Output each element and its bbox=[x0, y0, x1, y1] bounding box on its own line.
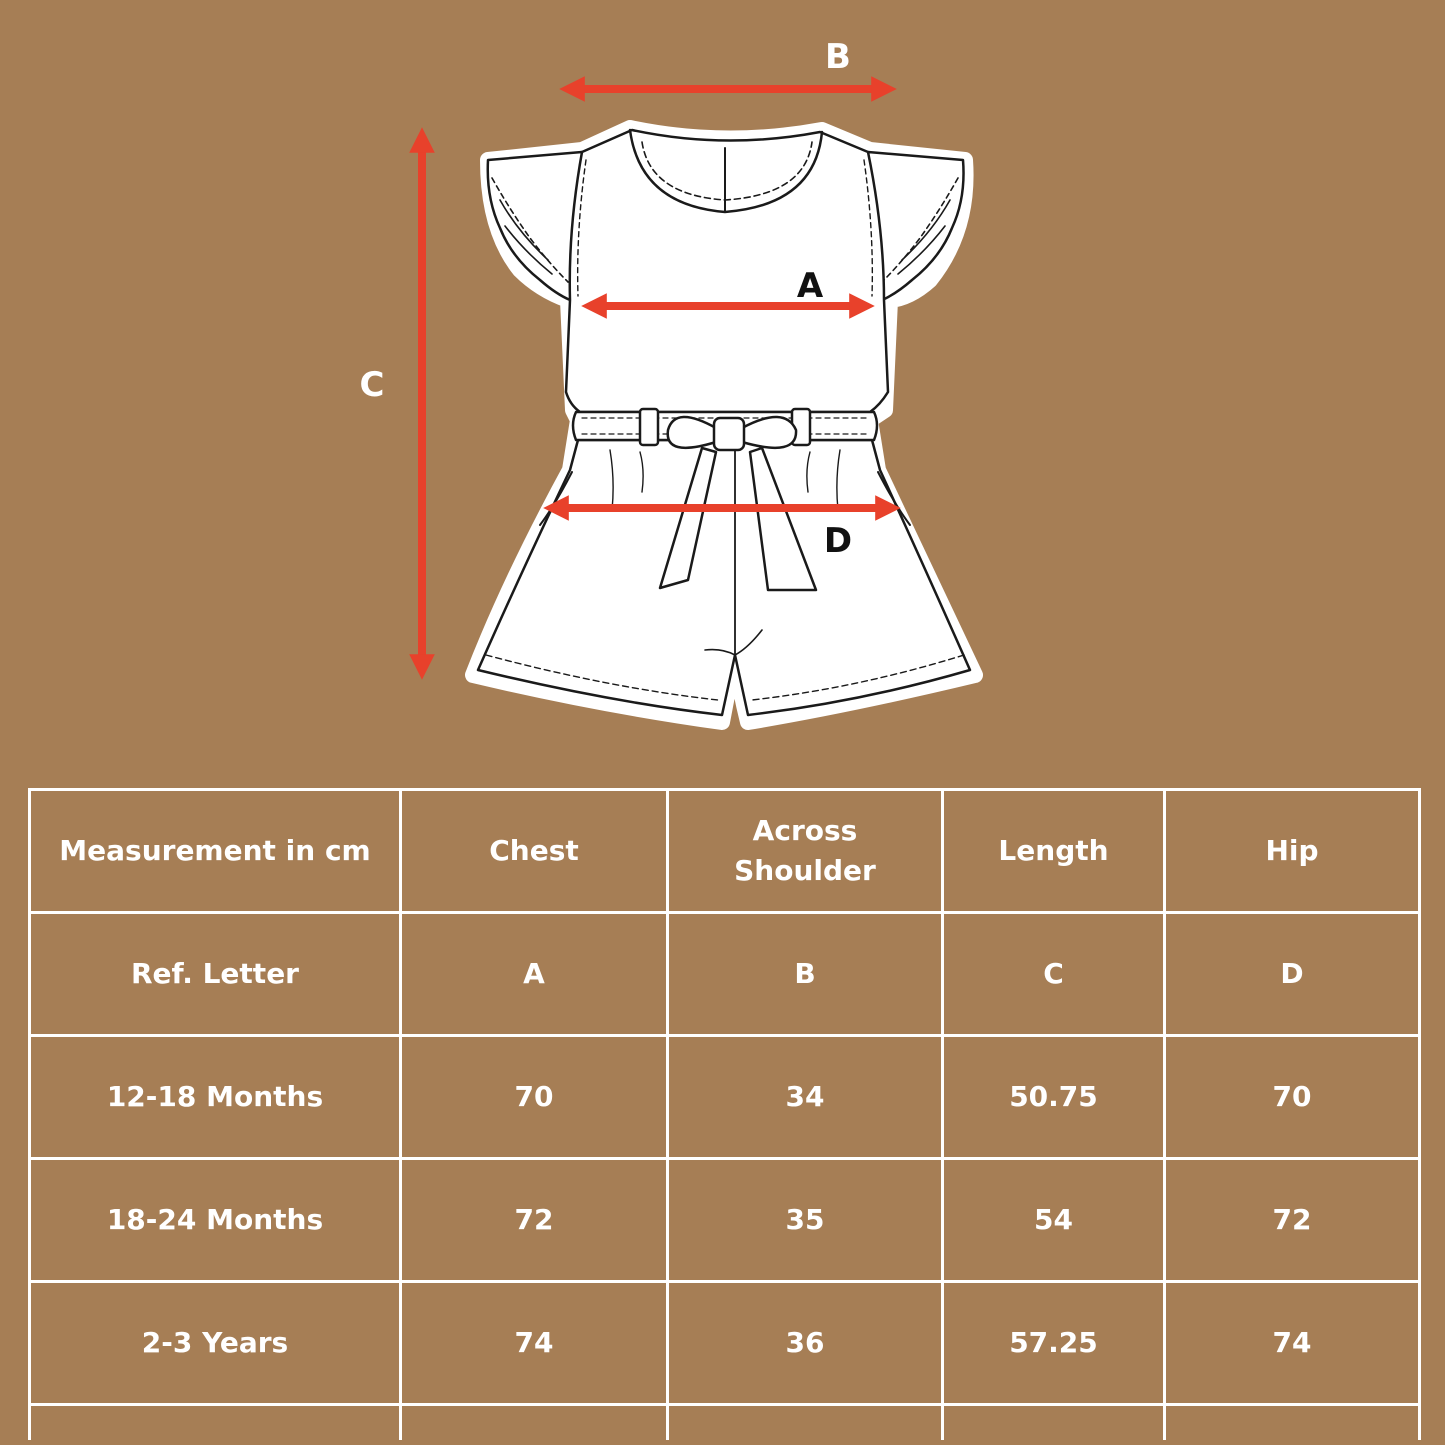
table-cell bbox=[943, 1405, 1165, 1441]
table-cell: 74 bbox=[401, 1282, 668, 1405]
table-row-cut-off bbox=[30, 1405, 1420, 1441]
table-header-row bbox=[30, 790, 1420, 913]
header-cell: Length bbox=[943, 790, 1165, 913]
table-cell: A bbox=[401, 913, 668, 1036]
table-cell: 50.75 bbox=[943, 1036, 1165, 1159]
table-cell: 70 bbox=[401, 1036, 668, 1159]
table-row bbox=[30, 1282, 1420, 1405]
header-cell: Chest bbox=[401, 790, 668, 913]
label-c: C bbox=[359, 365, 385, 405]
table-cell bbox=[668, 1405, 943, 1441]
table-row bbox=[30, 1159, 1420, 1282]
table-cell: C bbox=[943, 913, 1165, 1036]
table-cell: 54 bbox=[943, 1159, 1165, 1282]
label-a: A bbox=[796, 266, 824, 306]
table-cell: 74 bbox=[1165, 1282, 1420, 1405]
header-cell: Hip bbox=[1165, 790, 1420, 913]
table-cell: 36 bbox=[668, 1282, 943, 1405]
table-cell: 12-18 Months bbox=[30, 1036, 401, 1159]
header-cell: Across Shoulder bbox=[668, 790, 943, 913]
table-cell: B bbox=[668, 913, 943, 1036]
table-row bbox=[30, 913, 1420, 1036]
table-cell: 72 bbox=[1165, 1159, 1420, 1282]
label-d: D bbox=[823, 521, 853, 561]
table-cell: 57.25 bbox=[943, 1282, 1165, 1405]
table-row bbox=[30, 1036, 1420, 1159]
table-cell: 70 bbox=[1165, 1036, 1420, 1159]
table-cell: 34 bbox=[668, 1036, 943, 1159]
table-cell: D bbox=[1165, 913, 1420, 1036]
size-chart-table bbox=[28, 788, 1421, 1440]
table-cell bbox=[1165, 1405, 1420, 1441]
table-cell bbox=[401, 1405, 668, 1441]
romper-illustration bbox=[473, 128, 975, 722]
label-b: B bbox=[825, 37, 851, 77]
table-cell: 72 bbox=[401, 1159, 668, 1282]
table-cell: 35 bbox=[668, 1159, 943, 1282]
table-cell bbox=[30, 1405, 401, 1441]
header-cell: Measurement in cm bbox=[30, 790, 401, 913]
table-cell: 2-3 Years bbox=[30, 1282, 401, 1405]
table-cell: 18-24 Months bbox=[30, 1159, 401, 1282]
table-cell: Ref. Letter bbox=[30, 913, 401, 1036]
